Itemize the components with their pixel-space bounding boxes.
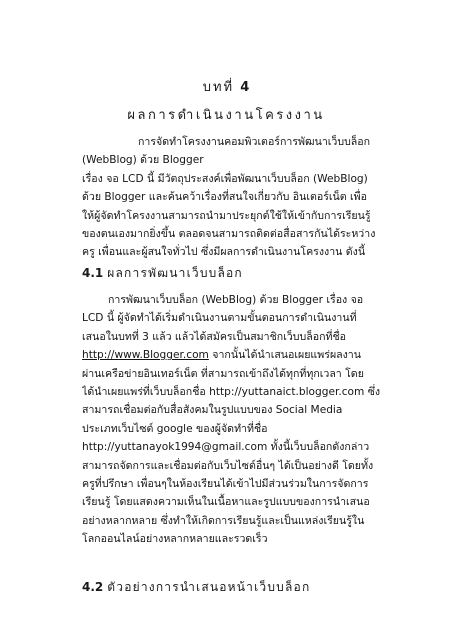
intro-line: ด้วย Blogger และค้นคว้าเรื่องที่สนใจเกี่ยวกับ อินเตอร์เน็ต เพื่อ — [82, 191, 367, 204]
intro-paragraph — [82, 133, 412, 262]
body-line: ครูที่ปรึกษา เพื่อนๆในห้องเรียนได้เข้าไปมีส่วนร่วมในการจัดการ — [82, 477, 369, 490]
chapter-prefix: บทที่ — [202, 80, 235, 95]
intro-line: (WebBlog) ด้วย Blogger — [82, 154, 204, 167]
section-title: ตัวอย่างการนำเสนอหน้าเว็บบล็อก — [107, 580, 311, 594]
body-line: สามารถเชื่อมต่อกับสื่อสังคมในรูปแบบของ Social Media — [82, 404, 343, 417]
section-heading-4-2 — [82, 578, 310, 597]
body-line: การพัฒนาเว็บบล็อก (WebBlog) ด้วย Blogger เรื่อง จอ — [108, 294, 364, 306]
body-line: โลกออนไลน์อย่างหลากหลายและรวดเร็ว — [82, 533, 268, 546]
chapter-title: ผลการดำเนินงานโครงงาน — [127, 108, 325, 123]
body-line: อย่างหลากหลาย ซึ่งทำให้เกิดการเรียนรู้และเป็นแหล่งเรียนรู้ใน — [82, 514, 365, 527]
body-line — [82, 346, 412, 364]
section-number: 4.2 — [82, 580, 104, 594]
body-line: LCD นี้ ผู้จัดทำได้เริ่มดำเนินงานตามขั้นตอนการดำเนินงานที่ — [82, 312, 357, 325]
section-title: ผลการพัฒนาเว็บบล็อก — [107, 266, 243, 280]
body-line: http://yuttanayok1994@gmail.com ทั้งนี้เว็บบล็อกดังกล่าว — [82, 441, 370, 454]
intro-line: ของตนเองมากยิ่งขึ้น ตลอดจนสามารถติดต่อสื่อสารกันได้ระหว่าง — [82, 227, 376, 240]
intro-line: การจัดทำโครงงานคอมพิวเตอร์การพัฒนาเว็บบล็อก — [138, 136, 371, 148]
section-number: 4.1 — [82, 266, 104, 280]
section1-paragraph — [82, 291, 412, 548]
body-line: ผ่านเครือข่ายอินเทอร์เน็ต ที่สามารถเข้าถึงได้ทุกที่ทุกเวลา โดย — [82, 367, 364, 380]
body-text: จากนั้นได้นำเสนอเผยแพร่ผลงาน — [208, 349, 361, 362]
blogger-link[interactable]: http://www.Blogger.com — [82, 349, 209, 362]
body-line: เรียนรู้ โดยแสดงความเห็นในเนื้อหาและรูปแบบของการนำเสนอ — [82, 496, 370, 509]
intro-line: ให้ผู้จัดทำโครงงานสามารถนำมาประยุกต์ใช้ให้เข้ากับการเรียนรู้ — [82, 209, 371, 222]
chapter-heading — [0, 76, 452, 97]
intro-line: ครู เพื่อนและผู้สนใจทั่วไป ซึ่งมีผลการดำเนินงานโครงงาน ดังนี้ — [82, 246, 366, 259]
body-line: ได้นำเผยแพร่ที่เว็บบล็อกชื่อ http://yuttanaict.blogger.com ซึ่ง — [82, 385, 381, 398]
chapter-number: 4 — [240, 80, 250, 95]
intro-line: เรื่อง จอ LCD นี้ มีวัตถุประสงค์เพื่อพัฒนาเว็บบล็อก (WebBlog) — [82, 172, 368, 185]
body-line: เสนอในบทที่ 3 แล้ว แล้วได้สมัครเป็นสมาชิกเว็บบล็อกที่ชื่อ — [82, 330, 347, 343]
body-line: สามารถจัดการและเชื่อมต่อกับเว็บไซต์อื่นๆ ได้เป็นอย่างดี โดยทั้ง — [82, 459, 374, 472]
section-heading-4-1 — [82, 264, 243, 283]
body-line: ประเภทเว็บไซต์ google ของผู้จัดทำที่ชื่อ — [82, 422, 268, 435]
